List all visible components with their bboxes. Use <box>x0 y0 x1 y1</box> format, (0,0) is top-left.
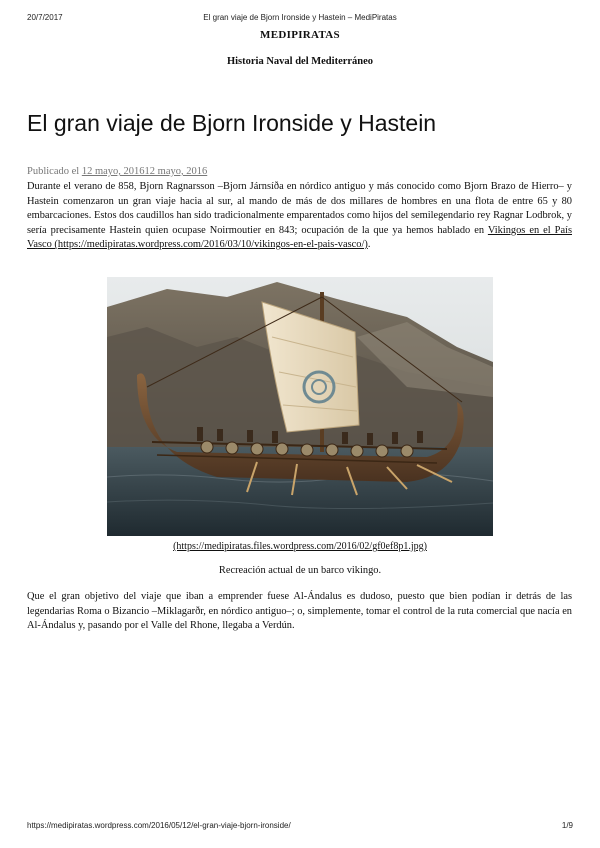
published-date-link[interactable]: 12 mayo, 201612 mayo, 2016 <box>81 166 208 177</box>
vikingos-pais-vasco-link[interactable]: Vikingos en el País Vasco (https://medipiratas.wordpress.com/2016/03/10/vikingos-en-el-pais-vasco/) <box>27 224 572 250</box>
paragraph-1-end: . <box>367 239 371 250</box>
article-paragraph-1 <box>27 180 572 253</box>
image-source-link[interactable]: (https://medipiratas.files.wordpress.com/2016/02/gf0ef8p1.jpg) <box>173 541 427 552</box>
site-name[interactable]: MEDIPIRATAS <box>260 29 340 41</box>
print-url: https://medipiratas.wordpress.com/2016/05/12/el-gran-viaje-bjorn-ironside/ <box>27 821 291 830</box>
paragraph-1-text: Durante el verano de 858, Bjorn Ragnarsson –Bjorn Járnsíða en nórdico antiguo y más conocido como Bjorn Brazo de Hierro– y Hastein comenzaron un gran viaje hacia al sur, al mando de más de dos millares de hombres en una flota de entre 65 y 80 embarcaciones. Estos dos caudillos han sido tradicionalmente emparentados como hijos del semilegendario rey Ragnar Lodbrok, y sería precisamente Hastein quien ocupase Noirmoutier en 843; ocupación de la que ya hemos hablado en <box>27 181 572 236</box>
print-header <box>27 13 573 25</box>
print-date: 20/7/2017 <box>27 13 63 22</box>
page-number: 1/9 <box>561 821 573 830</box>
print-footer <box>27 821 573 833</box>
published-line <box>27 166 207 177</box>
site-tagline: Historia Naval del Mediterráneo <box>226 56 374 67</box>
post-title: El gran viaje de Bjorn Ironside y Hastein <box>27 110 437 136</box>
image-caption: Recreación actual de un barco vikingo. <box>218 565 382 576</box>
print-doc-title: El gran viaje de Bjorn Ironside y Hastein – MediPiratas <box>203 13 397 22</box>
viking-ship-illustration <box>107 277 493 536</box>
article-paragraph-2: Que el gran objetivo del viaje que iban a emprender fuese Al-Ándalus es dudoso, puesto que bien podían ir detrás de las legendarias Roma o Bizancio –Miklagarðr, en nórdico antiguo–; o, simplemente, tomar el control de la ruta comercial que nacía en Al-Ándalus y, pasando por el Valle del Rhone, llegaba a Verdún. <box>27 591 572 631</box>
published-prefix: Publicado el <box>27 166 82 177</box>
viking-ship-image[interactable] <box>107 277 493 536</box>
